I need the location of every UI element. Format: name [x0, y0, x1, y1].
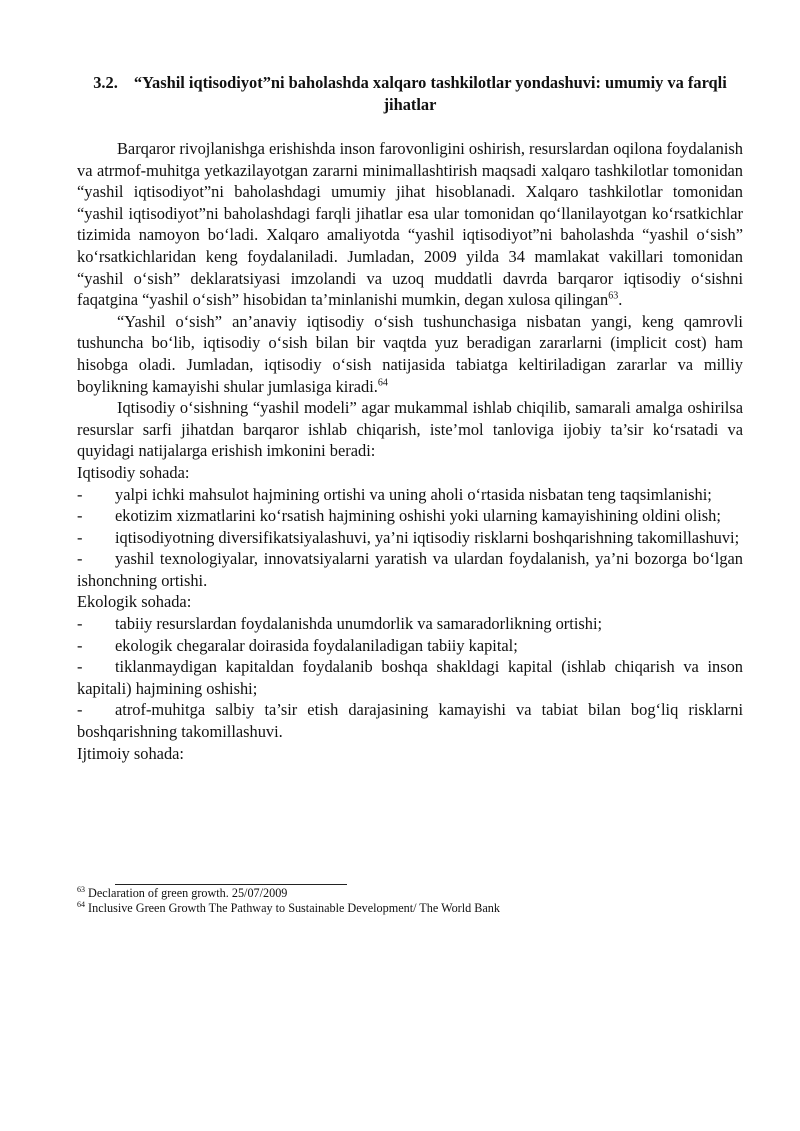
ecological-section-label: Ekologik sohada: [77, 592, 192, 612]
list-item-text: tabiiy resurslardan foydalanishda unumdorlik va samaradorlikning ortishi; [115, 614, 603, 634]
list-item [77, 548, 743, 591]
footnote-text: Inclusive Green Growth The Pathway to Sustainable Development/ The World Bank [85, 901, 500, 915]
footnote-marker: 64 [77, 899, 85, 909]
document-page [77, 72, 743, 764]
list-dash: - [77, 506, 83, 526]
economic-section-label: Iqtisodiy sohada: [77, 462, 190, 482]
list-dash: - [77, 657, 83, 677]
list-dash: - [77, 549, 83, 569]
footnotes [77, 884, 743, 916]
list-item-text: tiklanmaydigan kapitaldan foydalanib boshqa shakldagi kapital (ishlab chiqarish va inson kapitali) hajmining oshishi; [77, 657, 743, 698]
paragraph-3: Iqtisodiy o‘sishning “yashil modeli” agar mukammal ishlab chiqilib, samarali amalga oshirilsa resurslar sarfi jihatdan barqaror ishlab chiqarish, iste’mol tanloviga ijobiy ta’sir ko‘rsatadi va quyidagi natijalarga erishish imkonini beradi: [77, 398, 743, 461]
footnote-ref-64[interactable]: 64 [377, 377, 388, 389]
footnote-marker: 63 [77, 884, 85, 894]
list-item-text: atrof-muhitga salbiy ta’sir etish darajasining kamayishi va tabiat bilan bog‘liq risklarni boshqarishning takomillashuvi. [77, 700, 743, 742]
list-item-text: yashil texnologiyalar, innovatsiyalarni yaratish va ulardan foydalanish, ya’ni bozorga bo‘lgan ishonchning ortishi. [77, 549, 743, 590]
paragraph-1 [77, 138, 743, 311]
ecological-list [77, 613, 743, 743]
section-number: 3.2. [93, 73, 118, 92]
list-dash: - [77, 527, 83, 547]
economic-list [77, 484, 743, 592]
paragraph-2-text: “Yashil o‘sish” an’anaviy iqtisodiy o‘sish tushunchasiga nisbatan yangi, keng qamrovli tushuncha bo‘lib, iqtisodiy o‘sish bilan bir vaqtda yuz beradigan zararlarni (implicit cost) ham hisobga oladi. Jumladan, iqtisodiy o‘sish natijasida tabiatga keltiriladigan zararlar va milliy boylikning kamayishi shular jumlasiga kiradi. [77, 311, 743, 396]
list-item [77, 527, 743, 549]
list-item-text: yalpi ichki mahsulot hajmining ortishi va uning aholi o‘rtasida nisbatan teng taqsimlanishi; [115, 484, 712, 504]
footnote-ref-63[interactable]: 63 [608, 290, 619, 302]
list-dash: - [77, 484, 83, 504]
social-section-label: Ijtimoiy sohada: [77, 743, 184, 763]
list-item [77, 699, 743, 742]
footnote-64 [77, 901, 743, 916]
list-item [77, 484, 743, 506]
footnote-63 [77, 886, 743, 901]
list-item-text: iqtisodiyotning diversifikatsiyalashuvi, ya’ni iqtisodiy risklarni boshqarishning takomillashuvi; [115, 527, 740, 547]
footnote-text: Declaration of green growth. 25/07/2009 [85, 886, 288, 900]
list-item [77, 656, 743, 699]
footnote-separator [115, 884, 347, 885]
list-item [77, 613, 743, 635]
list-item [77, 635, 743, 657]
section-title: “Yashil iqtisodiyot”ni baholashda xalqaro tashkilotlar yondashuvi: umumiy va farqli jihatlar [133, 73, 727, 114]
section-heading [77, 72, 743, 116]
list-item [77, 505, 743, 527]
list-dash: - [77, 635, 83, 655]
paragraph-1-text: Barqaror rivojlanishga erishishda inson farovonligini oshirish, resurslardan oqilona foydalanish va atrmof-muhitga yetkazilayotgan zararni minimallashtirish maqsadi xalqaro tashkilotlar tomonidan “yashil iqtisodiyot”ni baholashdagi umumiy jihat hisoblanadi. Xalqaro tashkilotlar tomonidan “yashil iqtisodiyot”ni baholashdagi farqli jihatlar esa ular tomonidan qo‘llanilayotgan ko‘rsatkichlar tizimida namoyon bo‘ladi. Xalqaro amaliyotda “yashil iqtisodiyot”ni baholashda “yashil o‘sish” ko‘rsatkichlaridan keng foydalaniladi. Jumladan, 2009 yilda 34 mamlakat vakillari tomonidan “yashil o‘sish” deklaratsiyasi imzolandi va uzoq muddatli davrda barqaror iqtisodiy o‘sishni faqatgina “yashil o‘sish” hisobidan ta’minlanishi mumkin, degan xulosa qilingan [77, 139, 743, 310]
paragraph-2 [77, 311, 743, 397]
paragraph-1-end: . [618, 290, 623, 310]
list-item-text: ekologik chegaralar doirasida foydalaniladigan tabiiy kapital; [115, 635, 518, 655]
list-dash: - [77, 700, 83, 720]
list-dash: - [77, 614, 83, 634]
list-item-text: ekotizim xizmatlarini ko‘rsatish hajmining oshishi yoki ularning kamayishining oldini olish; [115, 506, 721, 526]
